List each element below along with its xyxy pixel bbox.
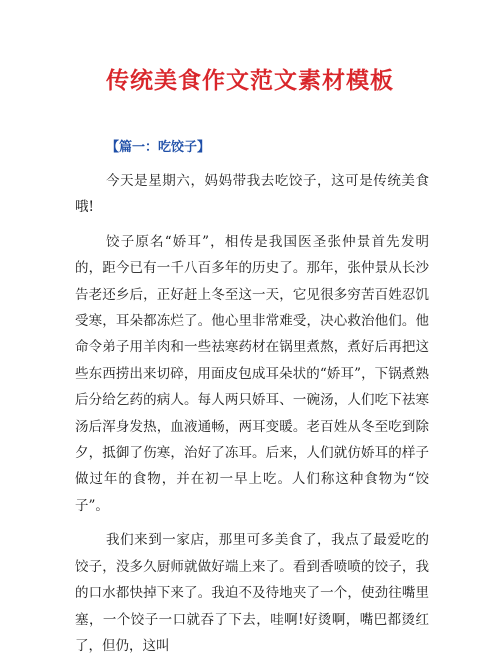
body-text <box>75 168 429 667</box>
document-title: 传统美食作文范文素材模板 <box>106 68 394 94</box>
paragraph-1: 今天是星期六，妈妈带我去吃饺子，这可是传统美食哦! <box>75 173 429 216</box>
paragraph-2: 饺子原名“娇耳”，相传是我国医圣张仲景首先发明的，距今已有一千八百多年的历史了。那年，张仲景从长沙告老还乡后，正好赶上冬至这一天，它见很多穷苦百姓忍饥受寒，耳朵都冻烂了。他心里非常难受，决心救治他们。他命令弟子用羊肉和一些祛寒药材在锅里煮熬，煮好后再把这些东西捞出来切碎，用面皮包成耳朵状的“娇耳”，下锅煮熟后分给乞药的病人。每人两只娇耳、一碗汤，人们吃下祛寒汤后浑身发热，血液通畅，两耳变暖。老百姓从冬至吃到除夕，抵御了伤寒，治好了冻耳。后来，人们就仿娇耳的样子做过年的食物，并在初一早上吃。人们称这种食物为“饺子”。 <box>75 233 429 514</box>
section-heading: 【篇一：吃饺子】 <box>106 140 211 155</box>
paragraph-3: 我们来到一家店，那里可多美食了，我点了最爱吃的饺子，没多久厨师就做好端上来了。看到香喷喷的饺子，我的口水都快掉下来了。我迫不及待地夹了一个，使劲往嘴里塞，一个饺子一口就吞了下去，哇啊!好烫啊，嘴巴都烫红了，但仍，这叫 <box>75 532 429 654</box>
